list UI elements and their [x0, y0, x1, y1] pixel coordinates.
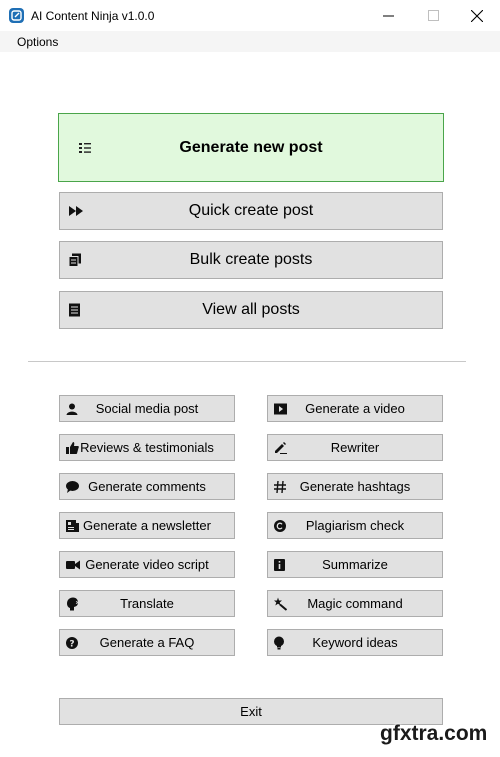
keyword-ideas-button[interactable] — [267, 629, 443, 656]
hashtag-icon — [274, 481, 286, 493]
view-all-posts-label: View all posts — [202, 301, 300, 318]
section-divider — [28, 361, 466, 362]
bulk-create-posts-button[interactable] — [59, 241, 443, 279]
watermark-text: gfxtra.com — [380, 722, 488, 745]
comment-icon — [66, 481, 79, 493]
generate-hashtags-label: Generate hashtags — [299, 479, 411, 494]
rewriter-button[interactable] — [267, 434, 443, 461]
play-icon — [274, 403, 287, 414]
translate-button[interactable] — [59, 590, 235, 617]
view-all-posts-button[interactable] — [59, 291, 443, 329]
social-media-post-button[interactable] — [59, 395, 235, 422]
magic-command-button[interactable] — [267, 590, 443, 617]
close-button[interactable] — [457, 0, 497, 31]
generate-hashtags-button[interactable] — [267, 473, 443, 500]
generate-faq-button[interactable] — [59, 629, 235, 656]
quick-create-post-label: Quick create post — [188, 202, 314, 219]
pencil-icon — [274, 442, 287, 454]
lightbulb-icon — [274, 636, 284, 649]
reviews-testimonials-button[interactable] — [59, 434, 235, 461]
app-logo-icon — [9, 8, 24, 23]
thumbs-up-icon — [66, 442, 79, 454]
menu-options[interactable]: Options — [17, 35, 59, 49]
newsletter-icon — [66, 520, 79, 532]
plagiarism-check-label: Plagiarism check — [305, 518, 405, 533]
generate-comments-button[interactable] — [59, 473, 235, 500]
question-icon — [66, 637, 78, 649]
keyword-ideas-label: Keyword ideas — [312, 635, 398, 650]
social-media-post-label: Social media post — [95, 401, 199, 416]
generate-comments-label: Generate comments — [88, 479, 206, 494]
video-camera-icon — [66, 560, 80, 570]
generate-new-post-label: Generate new post — [179, 138, 323, 156]
speech-icon — [66, 597, 79, 610]
generate-video-button[interactable] — [267, 395, 443, 422]
summarize-button[interactable] — [267, 551, 443, 578]
window-title: AI Content Ninja v1.0.0 — [31, 9, 155, 23]
close-icon — [471, 10, 483, 22]
document-icon — [69, 304, 80, 317]
person-icon — [66, 403, 78, 415]
reviews-testimonials-label: Reviews & testimonials — [80, 440, 214, 455]
generate-video-label: Generate a video — [305, 401, 405, 416]
rewriter-label: Rewriter — [330, 440, 380, 455]
quick-create-post-button[interactable] — [59, 192, 443, 230]
translate-label: Translate — [120, 596, 174, 611]
generate-video-script-button[interactable] — [59, 551, 235, 578]
menu-bar — [0, 31, 500, 52]
exit-button[interactable] — [59, 698, 443, 725]
bulk-create-posts-label: Bulk create posts — [189, 251, 313, 268]
generate-newsletter-button[interactable] — [59, 512, 235, 539]
minimize-icon — [383, 10, 394, 21]
copyright-icon — [274, 520, 286, 532]
maximize-icon — [428, 10, 439, 21]
generate-video-script-label: Generate video script — [85, 557, 209, 572]
maximize-button[interactable] — [413, 0, 453, 31]
copy-icon — [69, 254, 81, 267]
fast-forward-icon — [69, 206, 83, 216]
generate-newsletter-label: Generate a newsletter — [83, 518, 211, 533]
generate-new-post-button[interactable] — [58, 113, 444, 182]
title-bar — [0, 0, 500, 31]
summarize-label: Summarize — [322, 557, 388, 572]
magic-wand-icon — [274, 597, 287, 610]
info-icon — [274, 559, 285, 571]
svg-text:?: ? — [69, 638, 75, 649]
magic-command-label: Magic command — [307, 596, 403, 611]
list-icon — [79, 142, 91, 154]
exit-label: Exit — [240, 704, 262, 719]
generate-faq-label: Generate a FAQ — [99, 635, 195, 650]
minimize-button[interactable] — [368, 0, 408, 31]
plagiarism-check-button[interactable] — [267, 512, 443, 539]
